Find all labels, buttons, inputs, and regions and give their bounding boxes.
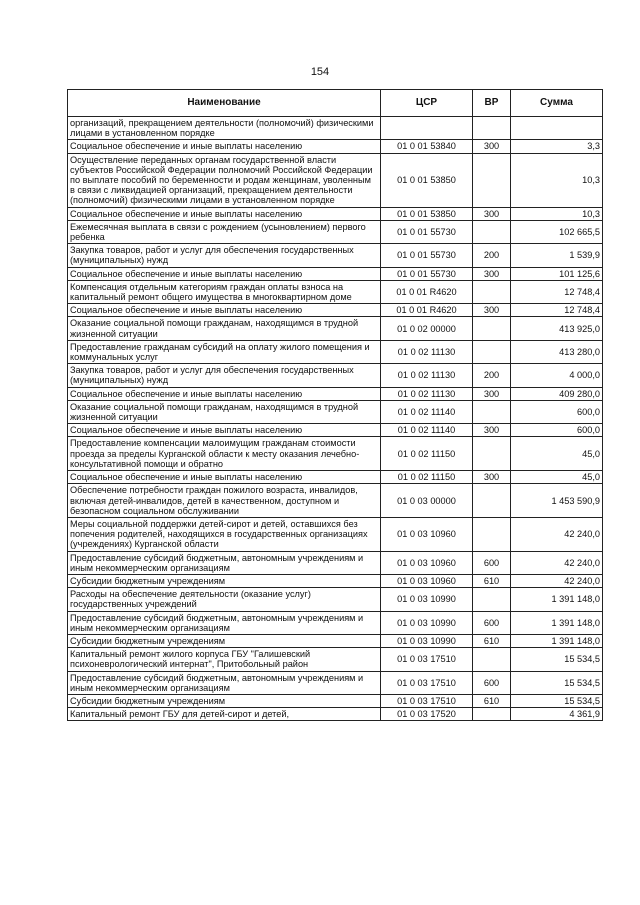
cell-vr: 610	[473, 634, 511, 647]
table-row	[68, 471, 603, 484]
cell-vr	[473, 437, 511, 471]
cell-vr: 200	[473, 244, 511, 267]
cell-csr: 01 0 02 11130	[381, 387, 473, 400]
cell-name: организаций, прекращением деятельности (полномочий) физическими лицами в установленном порядке	[68, 117, 381, 140]
cell-name: Оказание социальной помощи гражданам, находящимся в трудной жизненной ситуации	[68, 317, 381, 340]
cell-name: Предоставление субсидий бюджетным, автономным учреждениям и иным некоммерческим организациям	[68, 671, 381, 694]
table-row	[68, 340, 603, 363]
table-row	[68, 551, 603, 574]
cell-csr: 01 0 03 10960	[381, 517, 473, 551]
cell-sum: 600,0	[511, 400, 603, 423]
cell-sum: 15 534,5	[511, 671, 603, 694]
cell-csr: 01 0 02 11150	[381, 437, 473, 471]
cell-name: Субсидии бюджетным учреждениям	[68, 574, 381, 587]
cell-vr: 200	[473, 364, 511, 387]
cell-name: Субсидии бюджетным учреждениям	[68, 634, 381, 647]
cell-name: Предоставление субсидий бюджетным, автономным учреждениям и иным некоммерческим организациям	[68, 551, 381, 574]
table-row	[68, 484, 603, 518]
cell-sum: 413 280,0	[511, 340, 603, 363]
cell-name: Социальное обеспечение и иные выплаты населению	[68, 140, 381, 153]
cell-csr: 01 0 02 11130	[381, 364, 473, 387]
cell-vr: 300	[473, 387, 511, 400]
cell-csr: 01 0 03 10960	[381, 574, 473, 587]
cell-csr: 01 0 03 17520	[381, 708, 473, 721]
cell-vr: 600	[473, 611, 511, 634]
cell-name: Капитальный ремонт жилого корпуса ГБУ "Галишевский психоневрологический интернат", Притобольный район	[68, 648, 381, 671]
table-row	[68, 648, 603, 671]
cell-sum: 15 534,5	[511, 694, 603, 707]
cell-vr: 300	[473, 207, 511, 220]
cell-vr: 300	[473, 304, 511, 317]
table-row	[68, 671, 603, 694]
table-row	[68, 280, 603, 303]
cell-csr: 01 0 02 11150	[381, 471, 473, 484]
cell-name: Предоставление субсидий бюджетным, автономным учреждениям и иным некоммерческим организациям	[68, 611, 381, 634]
cell-csr: 01 0 02 11130	[381, 340, 473, 363]
cell-vr: 600	[473, 551, 511, 574]
cell-name: Обеспечение потребности граждан пожилого возраста, инвалидов, включая детей-инвалидов, детей в качественном, доступном и безопасном социальном обслуживании	[68, 484, 381, 518]
cell-sum: 4 000,0	[511, 364, 603, 387]
cell-csr: 01 0 03 10960	[381, 551, 473, 574]
cell-sum: 413 925,0	[511, 317, 603, 340]
cell-sum: 600,0	[511, 424, 603, 437]
cell-sum: 45,0	[511, 437, 603, 471]
cell-csr: 01 0 02 11140	[381, 424, 473, 437]
cell-csr: 01 0 03 10990	[381, 634, 473, 647]
cell-sum: 1 539,9	[511, 244, 603, 267]
cell-sum: 10,3	[511, 207, 603, 220]
cell-name: Социальное обеспечение и иные выплаты населению	[68, 471, 381, 484]
cell-vr: 300	[473, 424, 511, 437]
cell-csr: 01 0 01 55730	[381, 267, 473, 280]
cell-name: Социальное обеспечение и иные выплаты населению	[68, 424, 381, 437]
header-sum: Сумма	[511, 90, 603, 117]
cell-sum: 3,3	[511, 140, 603, 153]
cell-csr: 01 0 02 11140	[381, 400, 473, 423]
cell-sum: 4 361,9	[511, 708, 603, 721]
cell-name: Меры социальной поддержки детей-сирот и детей, оставшихся без попечения родителей, находящихся в государственных организациях (учреждениях) Курганской области	[68, 517, 381, 551]
cell-name: Расходы на обеспечение деятельности (оказание услуг) государственных учреждений	[68, 588, 381, 611]
cell-name: Предоставление гражданам субсидий на оплату жилого помещения и коммунальных услуг	[68, 340, 381, 363]
cell-vr: 600	[473, 671, 511, 694]
cell-vr: 610	[473, 574, 511, 587]
cell-name: Капитальный ремонт ГБУ для детей-сирот и детей,	[68, 708, 381, 721]
cell-csr: 01 0 02 00000	[381, 317, 473, 340]
cell-sum: 45,0	[511, 471, 603, 484]
cell-csr: 01 0 03 10990	[381, 588, 473, 611]
cell-csr: 01 0 03 10990	[381, 611, 473, 634]
table-row	[68, 304, 603, 317]
cell-vr	[473, 400, 511, 423]
table-row	[68, 424, 603, 437]
cell-vr	[473, 280, 511, 303]
cell-name: Компенсация отдельным категориям граждан оплаты взноса на капитальный ремонт общего имущества в многоквартирном доме	[68, 280, 381, 303]
cell-csr: 01 0 03 00000	[381, 484, 473, 518]
table-row	[68, 267, 603, 280]
table-row	[68, 153, 603, 207]
table-row	[68, 611, 603, 634]
header-name: Наименование	[68, 90, 381, 117]
table-row	[68, 220, 603, 243]
cell-name: Социальное обеспечение и иные выплаты населению	[68, 267, 381, 280]
header-vr: ВР	[473, 90, 511, 117]
cell-sum: 1 453 590,9	[511, 484, 603, 518]
cell-name: Ежемесячная выплата в связи с рождением (усыновлением) первого ребенка	[68, 220, 381, 243]
cell-csr	[381, 117, 473, 140]
cell-csr: 01 0 03 17510	[381, 648, 473, 671]
table-header-row	[68, 90, 603, 117]
cell-vr	[473, 484, 511, 518]
cell-name: Предоставление компенсации малоимущим гражданам стоимости проезда за пределы Курганской области к месту оказания лечебно-консультативной помощи и обратно	[68, 437, 381, 471]
cell-sum: 42 240,0	[511, 574, 603, 587]
table-row	[68, 244, 603, 267]
cell-name: Закупка товаров, работ и услуг для обеспечения государственных (муниципальных) нужд	[68, 244, 381, 267]
cell-sum: 101 125,6	[511, 267, 603, 280]
cell-sum: 1 391 148,0	[511, 611, 603, 634]
cell-vr: 610	[473, 694, 511, 707]
cell-vr: 300	[473, 267, 511, 280]
cell-csr: 01 0 03 17510	[381, 671, 473, 694]
cell-name: Закупка товаров, работ и услуг для обеспечения государственных (муниципальных) нужд	[68, 364, 381, 387]
cell-vr	[473, 648, 511, 671]
cell-csr: 01 0 01 53850	[381, 207, 473, 220]
page-number: 154	[310, 66, 330, 78]
cell-csr: 01 0 01 R4620	[381, 304, 473, 317]
cell-sum: 15 534,5	[511, 648, 603, 671]
cell-vr	[473, 317, 511, 340]
cell-sum: 42 240,0	[511, 517, 603, 551]
table-row	[68, 437, 603, 471]
table-row	[68, 574, 603, 587]
cell-vr	[473, 517, 511, 551]
cell-vr	[473, 340, 511, 363]
cell-csr: 01 0 01 55730	[381, 244, 473, 267]
cell-csr: 01 0 01 53850	[381, 153, 473, 207]
cell-vr	[473, 153, 511, 207]
table-row	[68, 708, 603, 721]
cell-vr	[473, 708, 511, 721]
table-row	[68, 207, 603, 220]
cell-sum: 10,3	[511, 153, 603, 207]
cell-vr: 300	[473, 471, 511, 484]
table-row	[68, 317, 603, 340]
cell-sum: 1 391 148,0	[511, 588, 603, 611]
cell-name: Социальное обеспечение и иные выплаты населению	[68, 207, 381, 220]
table-row	[68, 117, 603, 140]
cell-name: Субсидии бюджетным учреждениям	[68, 694, 381, 707]
cell-vr: 300	[473, 140, 511, 153]
table-row	[68, 634, 603, 647]
cell-sum: 102 665,5	[511, 220, 603, 243]
table-row	[68, 588, 603, 611]
cell-vr	[473, 220, 511, 243]
cell-name: Социальное обеспечение и иные выплаты населению	[68, 304, 381, 317]
table-row	[68, 140, 603, 153]
cell-name: Осуществление переданных органам государственной власти субъектов Российской Федерации полномочий Российской Федерации по выплате пособий по беременности и родам женщинам, уволенным в связи с ликвидацией организаций, прекращением деятельности (полномочий) физическими лицами в установленном порядке	[68, 153, 381, 207]
cell-csr: 01 0 03 17510	[381, 694, 473, 707]
table-row	[68, 387, 603, 400]
table-row	[68, 364, 603, 387]
cell-vr	[473, 117, 511, 140]
cell-sum: 12 748,4	[511, 304, 603, 317]
header-csr: ЦСР	[381, 90, 473, 117]
table-row	[68, 694, 603, 707]
cell-sum: 409 280,0	[511, 387, 603, 400]
table-row	[68, 400, 603, 423]
cell-sum: 1 391 148,0	[511, 634, 603, 647]
cell-sum	[511, 117, 603, 140]
budget-table	[67, 89, 603, 721]
table-row	[68, 517, 603, 551]
cell-name: Оказание социальной помощи гражданам, находящимся в трудной жизненной ситуации	[68, 400, 381, 423]
cell-csr: 01 0 01 55730	[381, 220, 473, 243]
cell-csr: 01 0 01 53840	[381, 140, 473, 153]
cell-csr: 01 0 01 R4620	[381, 280, 473, 303]
cell-sum: 12 748,4	[511, 280, 603, 303]
cell-name: Социальное обеспечение и иные выплаты населению	[68, 387, 381, 400]
cell-vr	[473, 588, 511, 611]
cell-sum: 42 240,0	[511, 551, 603, 574]
